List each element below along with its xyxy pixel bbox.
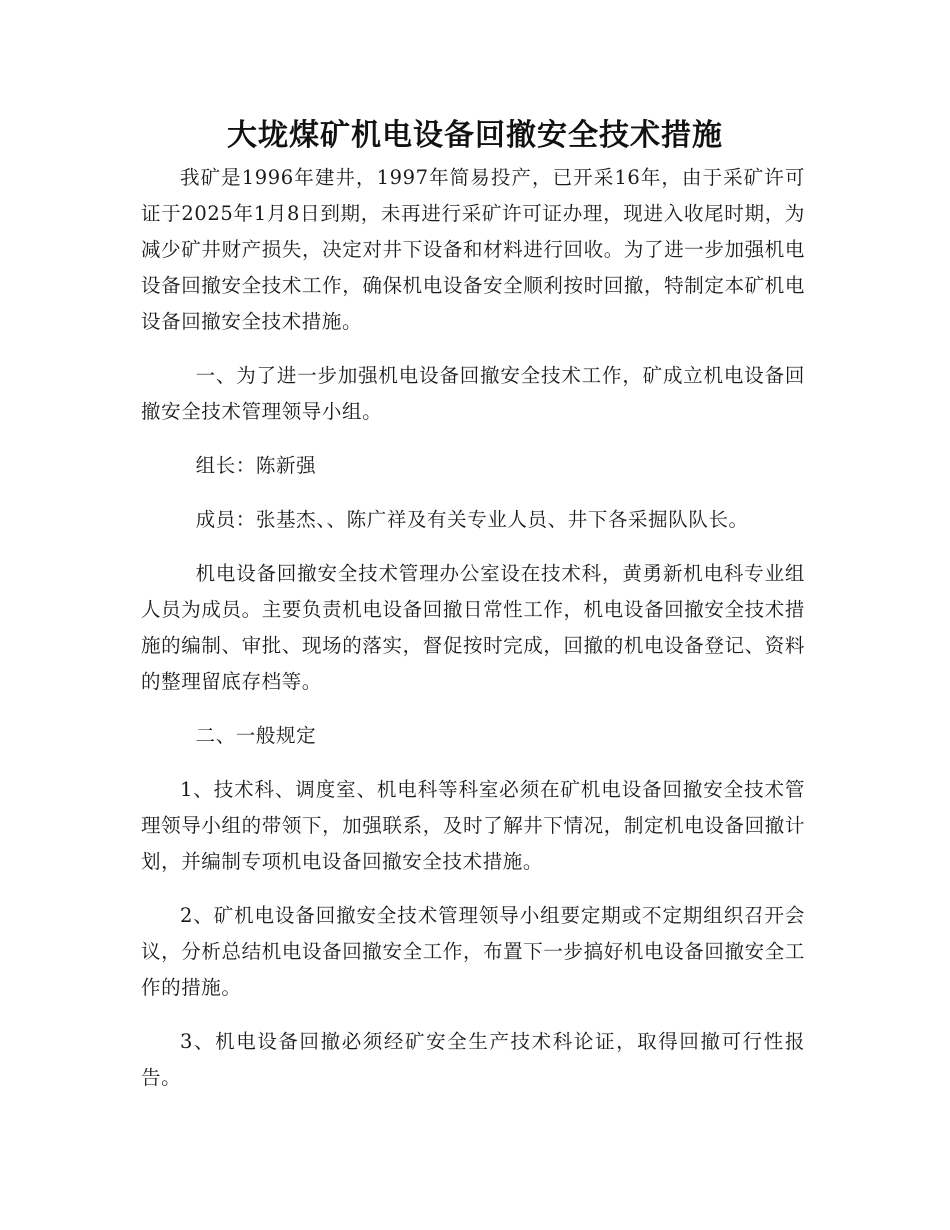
- group-members-line: 成员：张基杰、、陈广祥及有关专业人员、井下各采掘队队长。: [195, 508, 749, 531]
- rule-1-paragraph: 1、技术科、调度室、机电科等科室必须在矿机电设备回撤安全技术管理领导小组的带领下，加强联系，及时了解井下情况，制定机电设备回撤计划，并编制专项机电设备回撤安全技术措施。: [141, 778, 805, 873]
- rule-3-paragraph: 3、机电设备回撤必须经矿安全生产技术科论证，取得回撤可行性报告。: [141, 1030, 805, 1089]
- document-title: 大垅煤矿机电设备回撤安全技术措施: [227, 118, 723, 153]
- document-body: [141, 160, 805, 1114]
- section-one-paragraph: 一、为了进一步加强机电设备回撤安全技术工作，矿成立机电设备回撤安全技术管理领导小组。: [141, 364, 805, 423]
- office-paragraph: 机电设备回撤安全技术管理办公室设在技术科，黄勇新机电科专业组人员为成员。主要负责机电设备回撤日常性工作，机电设备回撤安全技术措施的编制、审批、现场的落实，督促按时完成，回撤的机电设备登记、资料的整理留底存档等。: [141, 562, 805, 693]
- group-leader-line: 组长：陈新强: [195, 454, 317, 477]
- rule-2-paragraph: 2、矿机电设备回撤安全技术管理领导小组要定期或不定期组织召开会议，分析总结机电设备回撤安全工作，布置下一步搞好机电设备回撤安全工作的措施。: [141, 904, 805, 999]
- section-two-heading: 二、一般规定: [195, 724, 317, 747]
- intro-paragraph: 我矿是1996年建井，1997年简易投产，已开采16年，由于采矿许可证于2025年1月8日到期，未再进行采矿许可证办理，现进入收尾时期，为减少矿井财产损失，决定对井下设备和材料进行回收。为了进一步加强机电设备回撤安全技术工作，确保机电设备安全顺利按时回撤，特制定本矿机电设备回撤安全技术措施。: [141, 166, 805, 333]
